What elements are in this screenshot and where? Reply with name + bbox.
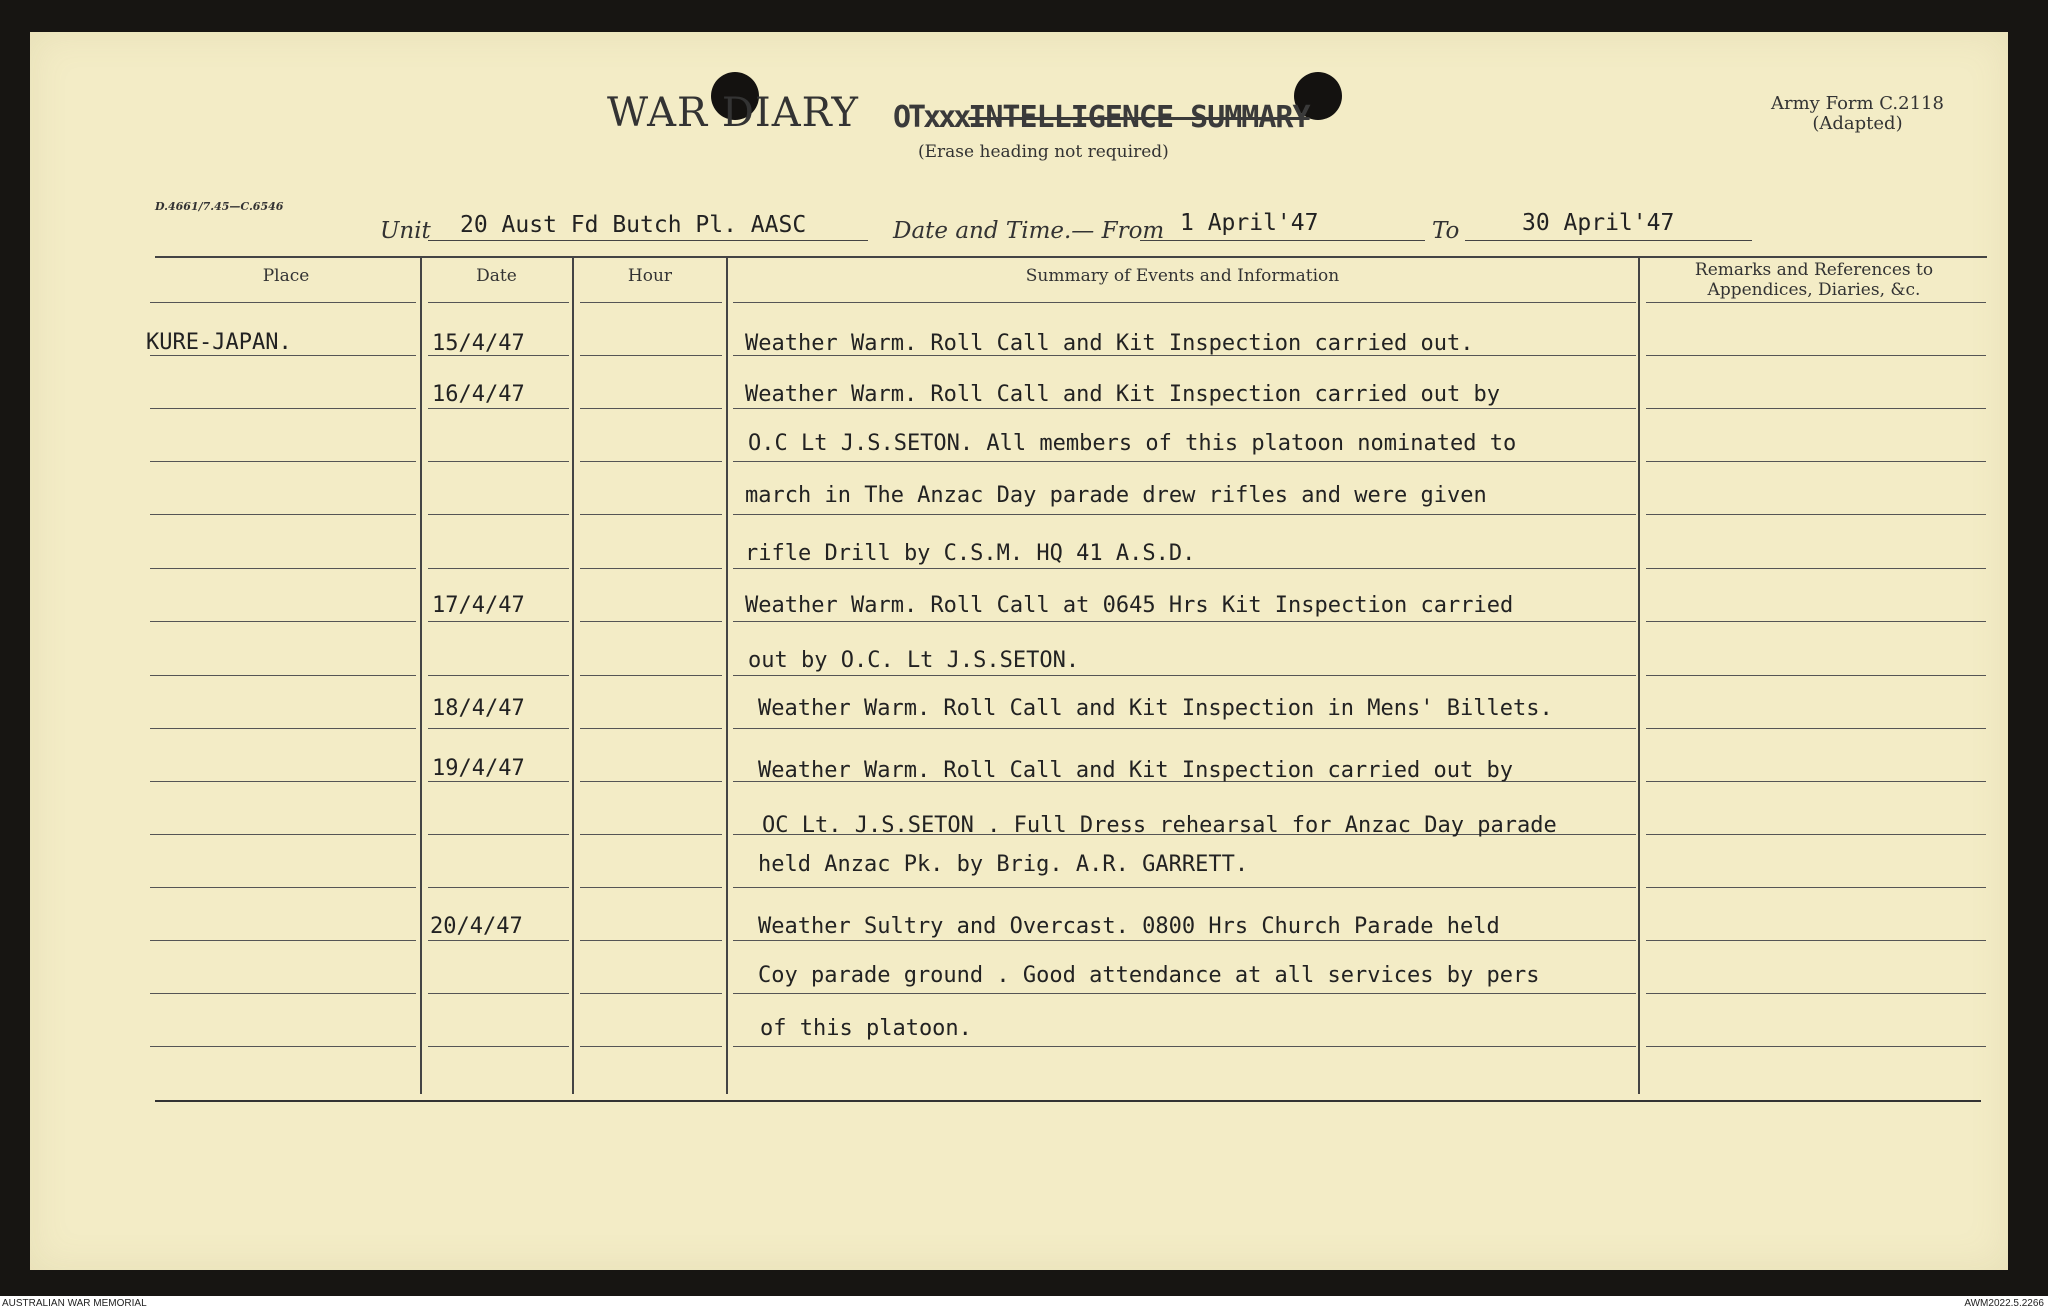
remarks-rule bbox=[1646, 1046, 1986, 1047]
remarks-rule bbox=[1646, 675, 1986, 676]
summary-line: Coy parade ground . Good attendance at all services by pers bbox=[758, 963, 1540, 988]
entry-date: 17/4/47 bbox=[432, 593, 525, 618]
army-form-number: Army Form C.2118 bbox=[1771, 93, 1944, 114]
army-form-adapted: (Adapted) bbox=[1812, 113, 1903, 134]
struck-prefix: OTxxx bbox=[893, 100, 969, 135]
summary-rule bbox=[733, 1046, 1636, 1047]
place-rule bbox=[150, 514, 416, 515]
unit-value: 20 Aust Fd Butch Pl. AASC bbox=[460, 212, 807, 238]
remarks-rule bbox=[1646, 834, 1986, 835]
column-header-hour: Hour bbox=[627, 266, 673, 286]
summary-line: Weather Warm. Roll Call and Kit Inspection in Mens' Billets. bbox=[758, 696, 1553, 721]
date-rule bbox=[428, 621, 569, 622]
hour-rule bbox=[580, 514, 722, 515]
summary-line: rifle Drill by C.S.M. HQ 41 A.S.D. bbox=[745, 541, 1196, 566]
place-rule bbox=[150, 834, 416, 835]
hour-rule bbox=[580, 461, 722, 462]
hour-rule bbox=[580, 728, 722, 729]
hour-rule bbox=[580, 834, 722, 835]
summary-line: out by O.C. Lt J.S.SETON. bbox=[748, 648, 1080, 673]
date-to-value: 30 April'47 bbox=[1522, 210, 1675, 236]
unit-label: Unit bbox=[380, 218, 431, 244]
date-rule bbox=[428, 834, 569, 835]
table-bottom-rule bbox=[155, 1100, 1981, 1102]
place-rule bbox=[150, 461, 416, 462]
hour-rule bbox=[580, 355, 722, 356]
remarks-rule bbox=[1646, 355, 1986, 356]
entry-date: 16/4/47 bbox=[432, 382, 525, 407]
footer-credit: AUSTRALIAN WAR MEMORIAL bbox=[2, 1298, 147, 1309]
unit-underline bbox=[428, 240, 868, 241]
date-to-label: To bbox=[1432, 218, 1460, 244]
summary-line: Weather Warm. Roll Call and Kit Inspection carried out by bbox=[745, 382, 1500, 407]
remarks-rule bbox=[1646, 621, 1986, 622]
hour-rule bbox=[580, 621, 722, 622]
remarks-header-line1: Remarks and References to bbox=[1694, 260, 1934, 280]
hour-rule bbox=[580, 993, 722, 994]
entry-date: 18/4/47 bbox=[432, 696, 525, 721]
struck-title: INTELLIGENCE SUMMARY bbox=[968, 100, 1310, 135]
date-from-label: Date and Time.— From bbox=[893, 218, 1165, 244]
page-title: WAR DIARY bbox=[607, 90, 859, 136]
summary-line: Weather Warm. Roll Call at 0645 Hrs Kit Inspection carried bbox=[745, 593, 1514, 618]
remarks-rule bbox=[1646, 728, 1986, 729]
erase-note: (Erase heading not required) bbox=[918, 142, 1169, 162]
footer-reference: AWM2022.5.2266 bbox=[1964, 1298, 2044, 1309]
place-rule bbox=[150, 940, 416, 941]
date-rule bbox=[428, 1046, 569, 1047]
column-divider bbox=[1638, 258, 1640, 1094]
place-rule bbox=[150, 781, 416, 782]
summary-rule bbox=[733, 940, 1636, 941]
summary-line: OC Lt. J.S.SETON . Full Dress rehearsal for Anzac Day parade bbox=[762, 813, 1557, 838]
date-rule bbox=[428, 993, 569, 994]
date-from-underline bbox=[1140, 240, 1425, 241]
summary-line: march in The Anzac Day parade drew rifles and were given bbox=[745, 483, 1487, 508]
summary-rule bbox=[733, 728, 1636, 729]
form-code: D.4661/7.45—C.6546 bbox=[155, 200, 284, 213]
entry-date: 20/4/47 bbox=[430, 914, 523, 939]
column-divider bbox=[726, 258, 728, 1094]
summary-rule bbox=[733, 568, 1636, 569]
remarks-rule bbox=[1646, 940, 1986, 941]
summary-line: held Anzac Pk. by Brig. A.R. GARRETT. bbox=[758, 852, 1249, 877]
summary-rule bbox=[733, 621, 1636, 622]
table-top-rule bbox=[155, 256, 1987, 258]
summary-rule bbox=[733, 887, 1636, 888]
struck-heading bbox=[893, 100, 1310, 135]
place-rule bbox=[150, 1046, 416, 1047]
summary-rule bbox=[733, 675, 1636, 676]
entry-date: 15/4/47 bbox=[432, 331, 525, 356]
date-to-underline bbox=[1465, 240, 1752, 241]
entry-place: KURE-JAPAN. bbox=[146, 330, 292, 355]
date-rule bbox=[428, 781, 569, 782]
hour-rule bbox=[580, 781, 722, 782]
date-rule bbox=[428, 940, 569, 941]
summary-line: of this platoon. bbox=[760, 1016, 972, 1041]
date-rule bbox=[428, 302, 569, 303]
date-from-value: 1 April'47 bbox=[1180, 210, 1319, 236]
summary-line: Weather Warm. Roll Call and Kit Inspection carried out. bbox=[745, 331, 1474, 356]
place-rule bbox=[150, 408, 416, 409]
date-rule bbox=[428, 568, 569, 569]
place-rule bbox=[150, 887, 416, 888]
date-rule bbox=[428, 887, 569, 888]
summary-rule bbox=[733, 408, 1636, 409]
column-header-place: Place bbox=[262, 266, 310, 286]
summary-line: O.C Lt J.S.SETON. All members of this platoon nominated to bbox=[748, 431, 1517, 456]
place-rule bbox=[150, 621, 416, 622]
place-rule bbox=[150, 993, 416, 994]
place-rule bbox=[150, 302, 416, 303]
summary-rule bbox=[733, 302, 1636, 303]
summary-rule bbox=[733, 993, 1636, 994]
place-rule bbox=[150, 728, 416, 729]
place-rule bbox=[150, 355, 416, 356]
column-header-date: Date bbox=[476, 266, 517, 286]
hour-rule bbox=[580, 302, 722, 303]
hour-rule bbox=[580, 940, 722, 941]
hour-rule bbox=[580, 408, 722, 409]
summary-rule bbox=[733, 461, 1636, 462]
place-rule bbox=[150, 675, 416, 676]
column-header-summary: Summary of Events and Information bbox=[1025, 266, 1340, 286]
hour-rule bbox=[580, 887, 722, 888]
date-rule bbox=[428, 728, 569, 729]
date-rule bbox=[428, 514, 569, 515]
date-rule bbox=[428, 408, 569, 409]
column-divider bbox=[420, 258, 422, 1094]
summary-rule bbox=[733, 514, 1636, 515]
remarks-header-line2: Appendices, Diaries, &c. bbox=[1707, 280, 1921, 300]
remarks-rule bbox=[1646, 408, 1986, 409]
column-header-remarks bbox=[1641, 260, 1987, 300]
remarks-rule bbox=[1646, 568, 1986, 569]
date-rule bbox=[428, 675, 569, 676]
army-form-label bbox=[1771, 94, 1944, 134]
summary-line: Weather Warm. Roll Call and Kit Inspection carried out by bbox=[758, 758, 1513, 783]
remarks-rule bbox=[1646, 514, 1986, 515]
hour-rule bbox=[580, 1046, 722, 1047]
date-rule bbox=[428, 461, 569, 462]
entry-date: 19/4/47 bbox=[432, 756, 525, 781]
column-divider bbox=[572, 258, 574, 1094]
hour-rule bbox=[580, 675, 722, 676]
summary-line: Weather Sultry and Overcast. 0800 Hrs Church Parade held bbox=[758, 914, 1500, 939]
remarks-rule bbox=[1646, 993, 1986, 994]
place-rule bbox=[150, 568, 416, 569]
footer-bar bbox=[0, 1296, 2048, 1312]
hour-rule bbox=[580, 568, 722, 569]
remarks-rule bbox=[1646, 887, 1986, 888]
remarks-rule bbox=[1646, 781, 1986, 782]
remarks-rule bbox=[1646, 302, 1986, 303]
remarks-rule bbox=[1646, 461, 1986, 462]
